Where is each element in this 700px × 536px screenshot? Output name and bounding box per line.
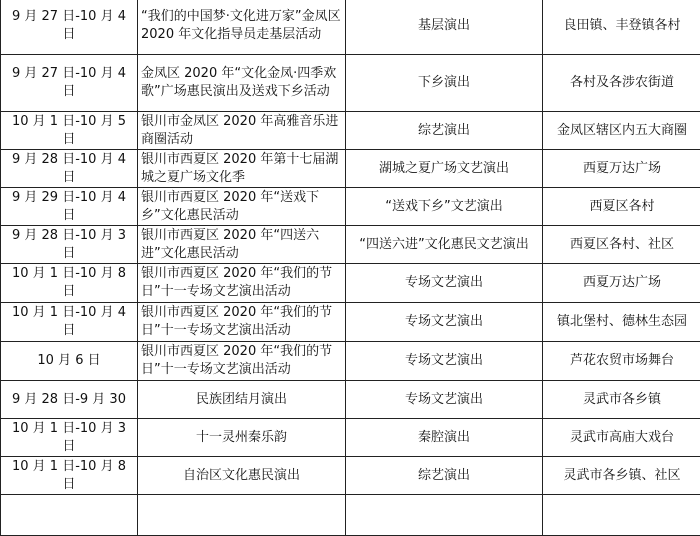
location-cell: 西夏区各村、社区	[543, 226, 700, 264]
date-cell: 10 月 1 日-10 月 4 日	[1, 303, 138, 342]
date-cell: 9 月 27 日-10 月 4 日	[1, 55, 138, 112]
event-name-cell: 金凤区 2020 年“文化金凤·四季欢歌”广场惠民演出及送戏下乡活动	[138, 55, 346, 112]
table-row	[1, 419, 700, 457]
location-cell	[543, 495, 700, 536]
date-cell: 10 月 1 日-10 月 3 日	[1, 419, 138, 457]
table-row	[1, 188, 700, 226]
performance-type-cell: 下乡演出	[346, 55, 543, 112]
date-cell: 9 月 28 日-10 月 4 日	[1, 150, 138, 188]
table-row	[1, 112, 700, 150]
event-name-cell: 银川市西夏区 2020 年“我们的节日”十一专场文艺演出活动	[138, 342, 346, 381]
table-row	[1, 457, 700, 495]
date-cell	[1, 495, 138, 536]
performance-type-cell	[346, 495, 543, 536]
performance-type-cell: 综艺演出	[346, 457, 543, 495]
location-cell: 西夏区各村	[543, 188, 700, 226]
location-cell: 西夏万达广场	[543, 150, 700, 188]
performance-type-cell: “四送六进”文化惠民文艺演出	[346, 226, 543, 264]
event-name-cell	[138, 495, 346, 536]
event-name-cell: 银川市西夏区 2020 年“送戏下乡”文化惠民活动	[138, 188, 346, 226]
table-row-partial	[1, 495, 700, 536]
date-cell: 9 月 29 日-10 月 4 日	[1, 188, 138, 226]
location-cell: 各村及各涉农街道	[543, 55, 700, 112]
table-row	[1, 0, 700, 55]
event-name-cell: 银川市西夏区 2020 年“四送六进”文化惠民活动	[138, 226, 346, 264]
date-cell: 9 月 28 日-9 月 30	[1, 381, 138, 419]
table-row	[1, 150, 700, 188]
performance-type-cell: 专场文艺演出	[346, 264, 543, 303]
location-cell: 灵武市各乡镇	[543, 381, 700, 419]
date-cell: 10 月 1 日-10 月 5 日	[1, 112, 138, 150]
performance-type-cell: 秦腔演出	[346, 419, 543, 457]
event-name-cell: 银川市西夏区 2020 年“我们的节日”十一专场文艺演出活动	[138, 264, 346, 303]
location-cell: 西夏万达广场	[543, 264, 700, 303]
table-row	[1, 264, 700, 303]
event-name-cell: 银川市西夏区 2020 年第十七届湖城之夏广场文化季	[138, 150, 346, 188]
performance-type-cell: 基层演出	[346, 0, 543, 55]
event-name-cell: 十一灵州秦乐韵	[138, 419, 346, 457]
location-cell: 灵武市各乡镇、社区	[543, 457, 700, 495]
event-name-cell: 民族团结月演出	[138, 381, 346, 419]
table-row	[1, 381, 700, 419]
date-cell: 10 月 1 日-10 月 8 日	[1, 264, 138, 303]
table-row	[1, 303, 700, 342]
table-row	[1, 55, 700, 112]
location-cell: 灵武市高庙大戏台	[543, 419, 700, 457]
performance-type-cell: 综艺演出	[346, 112, 543, 150]
event-name-cell: 银川市金凤区 2020 年高雅音乐进商圈活动	[138, 112, 346, 150]
table-row	[1, 342, 700, 381]
date-cell: 9 月 27 日-10 月 4 日	[1, 0, 138, 55]
date-cell: 10 月 1 日-10 月 8 日	[1, 457, 138, 495]
performance-type-cell: 专场文艺演出	[346, 342, 543, 381]
location-cell: 金凤区辖区内五大商圈	[543, 112, 700, 150]
performance-type-cell: 专场文艺演出	[346, 303, 543, 342]
performance-type-cell: 专场文艺演出	[346, 381, 543, 419]
location-cell: 镇北堡村、德林生态园	[543, 303, 700, 342]
date-cell: 10 月 6 日	[1, 342, 138, 381]
performance-type-cell: 湖城之夏广场文艺演出	[346, 150, 543, 188]
event-name-cell: 自治区文化惠民演出	[138, 457, 346, 495]
performance-type-cell: “送戏下乡”文艺演出	[346, 188, 543, 226]
event-name-cell: 银川市西夏区 2020 年“我们的节日”十一专场文艺演出活动	[138, 303, 346, 342]
location-cell: 良田镇、丰登镇各村	[543, 0, 700, 55]
date-cell: 9 月 28 日-10 月 3 日	[1, 226, 138, 264]
event-name-cell: “我们的中国梦·文化进万家”金凤区 2020 年文化指导员走基层活动	[138, 0, 346, 55]
table-row	[1, 226, 700, 264]
location-cell: 芦花农贸市场舞台	[543, 342, 700, 381]
